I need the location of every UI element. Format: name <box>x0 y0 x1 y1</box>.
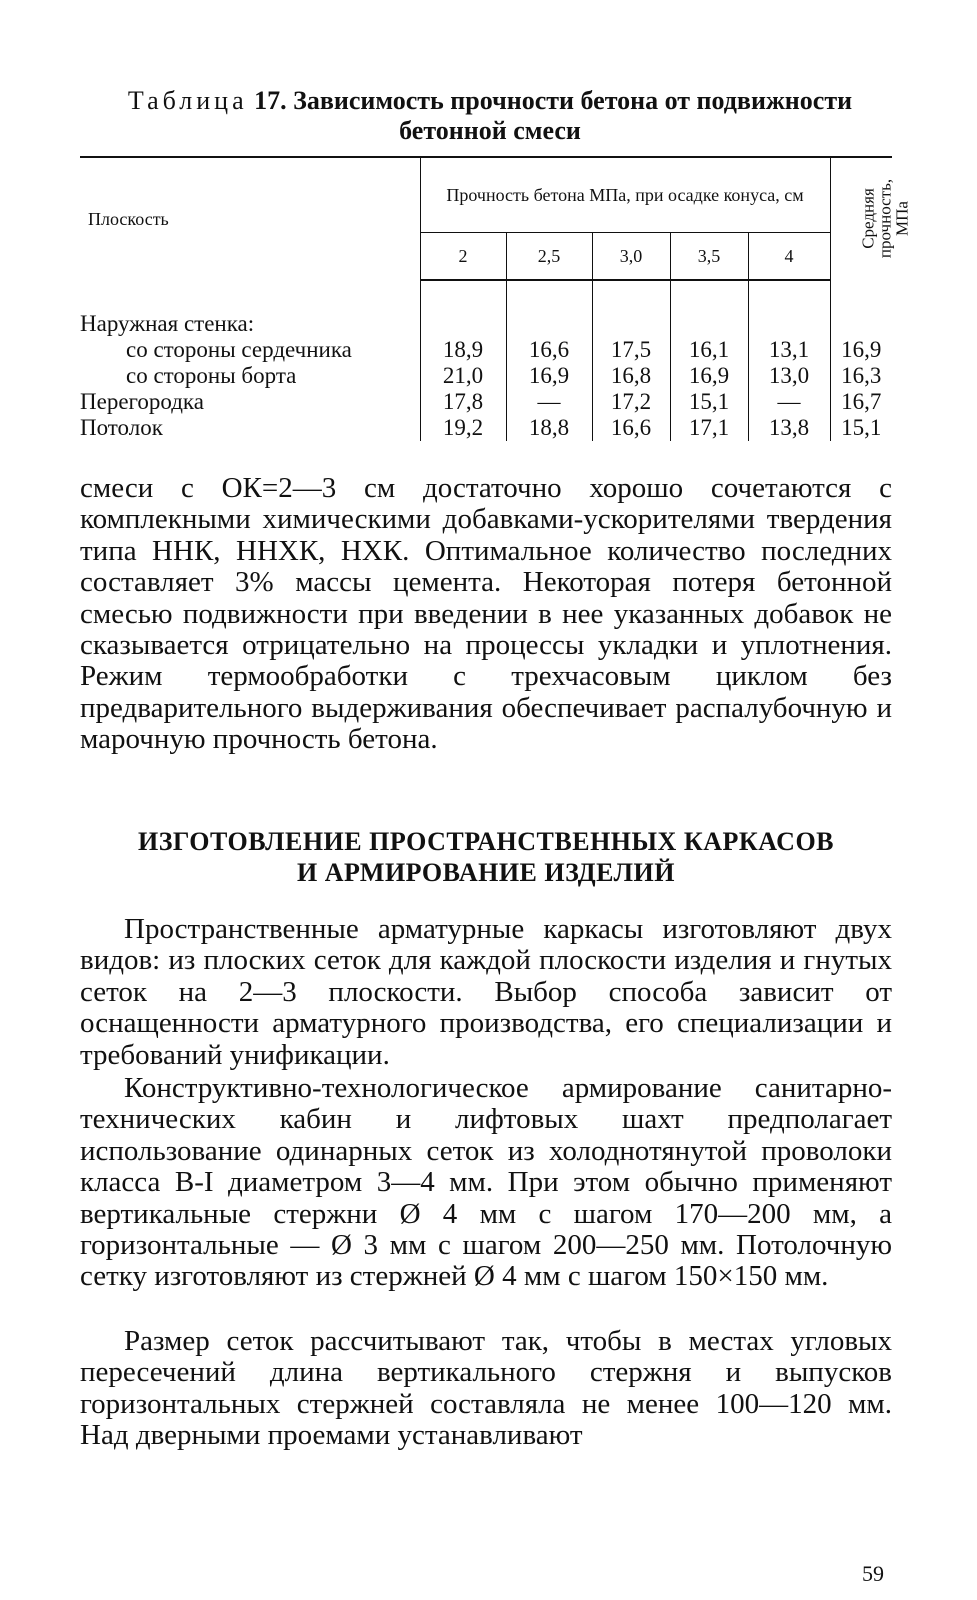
paragraph-4: Размер сеток рассчитывают так, чтобы в местах угловых пересечений длина вертикального стержня и выпусков горизонтальных стержней составляла не менее 100—120 мм. Над дверными проемами устанавливают <box>80 1325 892 1452</box>
header-average <box>830 157 912 280</box>
table-row <box>80 337 892 363</box>
cell-value: — <box>506 389 592 415</box>
section-heading-line-2: И АРМИРОВАНИЕ ИЗДЕЛИЙ <box>297 858 675 887</box>
header-plane: Плоскость <box>80 157 420 280</box>
table-row <box>80 363 892 389</box>
section-heading <box>80 826 892 888</box>
row-name: Перегородка <box>80 389 204 414</box>
cell-value: 13,1 <box>748 337 830 363</box>
page-number: 59 <box>862 1561 884 1586</box>
cell-value: 18,9 <box>420 337 506 363</box>
paragraph-1: смеси с ОК=2—3 см достаточно хорошо сочетаются с комплекными химическими добавками-ускорителями твердения типа ННК, ННХК, НХК. Оптимальное количество последних составляет 3% массы цемента. Некоторая потеря бетонной смесью подвижности при введении в нее указанных добавок не сказывается отрицательно на процессы укладки и уплотнения. Режим термообработки с трехчасовым циклом без предварительного выдерживания обеспечивает распалубочную и марочную прочность бетона. <box>80 472 892 756</box>
paragraph-2: Пространственные арматурные каркасы изготовляют двух видов: из плоских сеток для каждой плоскости изделия и гнутых сеток на 2—3 плоскости. Выбор способа зависит от оснащенности арматурного производства, его специализации и требований унификации. <box>80 913 892 1071</box>
cell-value: 13,8 <box>748 415 830 441</box>
cell-average: 16,9 <box>830 337 892 363</box>
cell-average: 16,3 <box>830 363 892 389</box>
table-row <box>80 415 892 441</box>
table-caption-title: 17. Зависимость прочности бетона от подвижности бетонной смеси <box>254 86 853 145</box>
group-label: Наружная стенка: <box>80 310 255 336</box>
strength-table <box>80 156 912 441</box>
row-name: Потолок <box>80 415 163 440</box>
cell-value: 17,5 <box>592 337 670 363</box>
cell-value: 15,1 <box>670 389 748 415</box>
cell-value: 19,2 <box>420 415 506 441</box>
cell-average: 15,1 <box>830 415 892 441</box>
header-average-label: Средняя прочность, МПа <box>858 178 912 258</box>
cell-value: 16,9 <box>506 363 592 389</box>
cell-value: 17,1 <box>670 415 748 441</box>
table-row <box>80 389 892 415</box>
table-caption-lead: Таблица <box>127 86 248 115</box>
table-caption <box>80 86 900 146</box>
table-row <box>80 280 892 337</box>
cell-value: 16,6 <box>506 337 592 363</box>
header-slump: 3,0 <box>592 233 670 281</box>
cell-value: 16,6 <box>592 415 670 441</box>
cell-value: 16,1 <box>670 337 748 363</box>
cell-value: 13,0 <box>748 363 830 389</box>
row-name: со стороны сердечника <box>126 337 352 362</box>
cell-value: 17,8 <box>420 389 506 415</box>
header-strength-group: Прочность бетона МПа, при осадке конуса, см <box>420 157 830 233</box>
section-heading-line-1: ИЗГОТОВЛЕНИЕ ПРОСТРАНСТВЕННЫХ КАРКАСОВ <box>137 827 835 856</box>
row-name: со стороны борта <box>126 363 297 388</box>
cell-average: 16,7 <box>830 389 892 415</box>
paragraph-3: Конструктивно-технологическое армирование санитарно-технических кабин и лифтовых шахт предполагает использование одинарных сеток из холоднотянутой проволоки класса В-I диаметром 3—4 мм. При этом обычно применяют вертикальные стержни Ø 4 мм с шагом 170—200 мм, а горизонтальные — Ø 3 мм с шагом 200—250 мм. Потолочную сетку изготовляют из стержней Ø 4 мм с шагом 150×150 мм. <box>80 1072 892 1293</box>
cell-value: 18,8 <box>506 415 592 441</box>
cell-value: — <box>748 389 830 415</box>
header-slump: 4 <box>748 233 830 281</box>
cell-value: 16,9 <box>670 363 748 389</box>
header-slump: 2 <box>420 233 506 281</box>
header-slump: 3,5 <box>670 233 748 281</box>
cell-value: 17,2 <box>592 389 670 415</box>
header-slump: 2,5 <box>506 233 592 281</box>
cell-value: 16,8 <box>592 363 670 389</box>
cell-value: 21,0 <box>420 363 506 389</box>
